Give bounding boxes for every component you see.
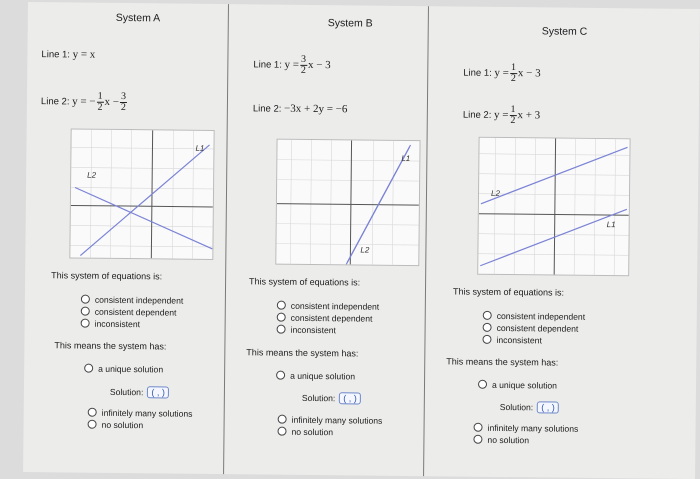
line-2-equation: Line 2: y = − $\frac{1}{2}$ x − $\frac{3}{2}$ — [40, 90, 127, 114]
system-a-panel — [23, 2, 228, 474]
radio-icon — [483, 323, 492, 332]
system-title: System B — [327, 17, 373, 30]
line-l1 — [480, 208, 627, 268]
means-text: This means the system has: — [246, 347, 359, 359]
option-infinitely-many[interactable]: infinitely many solutions — [278, 415, 383, 426]
line-1-equation: Line 1: y = x — [41, 48, 96, 61]
graph — [477, 137, 630, 277]
line-label: L1 — [606, 220, 616, 230]
line-l2 — [74, 188, 213, 249]
option-unique-solution[interactable]: a unique solution — [478, 380, 557, 391]
line-1-equation: Line 1: y = $\frac{3}{2}$ x − 3 — [253, 53, 331, 76]
system-c-panel — [423, 6, 700, 479]
question-text: This system of equations is: — [452, 286, 565, 298]
line-l1 — [80, 144, 209, 257]
option-consistent-independent[interactable]: consistent independent — [81, 295, 184, 306]
radio-icon — [478, 380, 487, 389]
option-consistent-dependent[interactable]: consistent dependent — [277, 313, 373, 324]
fraction: $\frac{3}{2}$ — [120, 90, 127, 114]
line-1-equation: Line 1: y = $\frac{1}{2}$ x − 3 — [463, 62, 541, 85]
radio-icon — [277, 325, 286, 334]
option-inconsistent[interactable]: inconsistent — [277, 325, 336, 336]
graph — [69, 128, 214, 260]
radio-icon — [88, 408, 97, 417]
option-consistent-independent[interactable]: consistent independent — [483, 311, 586, 322]
means-text: This means the system has: — [446, 356, 559, 368]
option-unique-solution[interactable]: a unique solution — [84, 364, 163, 375]
solution-input[interactable]: ( , ) — [339, 392, 361, 404]
line-2-equation: Line 2: y = $\frac{1}{2}$ x + 3 — [462, 104, 541, 127]
fraction: $\frac{1}{2}$ — [97, 90, 103, 113]
option-infinitely-many[interactable]: infinitely many solutions — [88, 408, 193, 419]
radio-icon — [277, 301, 286, 310]
radio-icon — [276, 371, 285, 380]
line-label: L2 — [490, 188, 500, 198]
line-label: L2 — [360, 245, 370, 255]
fraction: $\frac{3}{2}$ — [300, 53, 307, 76]
graph — [275, 139, 420, 267]
option-consistent-independent[interactable]: consistent independent — [277, 301, 380, 312]
x-axis — [277, 204, 419, 205]
worksheet — [23, 2, 700, 479]
option-inconsistent[interactable]: inconsistent — [81, 319, 140, 330]
system-title: System A — [115, 11, 161, 25]
question-text: This system of equations is: — [249, 276, 361, 288]
radio-icon — [277, 313, 286, 322]
option-inconsistent[interactable]: inconsistent — [482, 335, 541, 346]
line-2-equation: Line 2: −3x + 2y = −6 — [252, 102, 348, 116]
option-consistent-dependent[interactable]: consistent dependent — [483, 323, 579, 334]
radio-icon — [81, 319, 90, 328]
solution-row: Solution: ( , ) — [110, 386, 169, 399]
system-b-panel — [223, 4, 428, 476]
radio-icon — [81, 307, 90, 316]
x-axis — [71, 205, 213, 206]
option-no-solution[interactable]: no solution — [277, 427, 333, 438]
means-text: This means the system has: — [54, 340, 167, 352]
solution-input[interactable]: ( , ) — [537, 401, 559, 413]
option-no-solution[interactable]: no solution — [88, 420, 144, 431]
graph-svg — [70, 129, 213, 258]
x-axis — [479, 214, 629, 216]
line-label: L2 — [87, 170, 97, 180]
radio-icon — [277, 427, 286, 436]
solution-row: Solution: ( , ) — [302, 392, 361, 405]
graph-svg — [276, 140, 419, 265]
option-unique-solution[interactable]: a unique solution — [276, 371, 355, 382]
line-label: L1 — [195, 143, 205, 153]
radio-icon — [88, 420, 97, 429]
radio-icon — [482, 335, 491, 344]
fraction: $\frac{1}{2}$ — [510, 104, 516, 127]
graph-svg — [478, 138, 629, 276]
solution-input[interactable]: ( , ) — [147, 386, 169, 398]
question-text: This system of equations is: — [51, 270, 163, 282]
line-label: L1 — [401, 153, 411, 164]
radio-icon — [473, 435, 482, 444]
y-axis — [350, 140, 351, 264]
option-infinitely-many[interactable]: infinitely many solutions — [474, 423, 579, 434]
system-title: System C — [541, 25, 588, 38]
grid — [276, 140, 419, 265]
radio-icon — [483, 311, 492, 320]
radio-icon — [278, 415, 287, 424]
option-consistent-dependent[interactable]: consistent dependent — [81, 307, 177, 318]
radio-icon — [84, 364, 93, 373]
fraction: $\frac{1}{2}$ — [510, 62, 517, 85]
axes — [478, 138, 629, 276]
radio-icon — [474, 423, 483, 432]
axes — [276, 140, 419, 265]
option-no-solution[interactable]: no solution — [473, 435, 529, 446]
y-axis — [554, 139, 555, 275]
radio-icon — [81, 295, 90, 304]
solution-row: Solution: ( , ) — [500, 401, 559, 414]
